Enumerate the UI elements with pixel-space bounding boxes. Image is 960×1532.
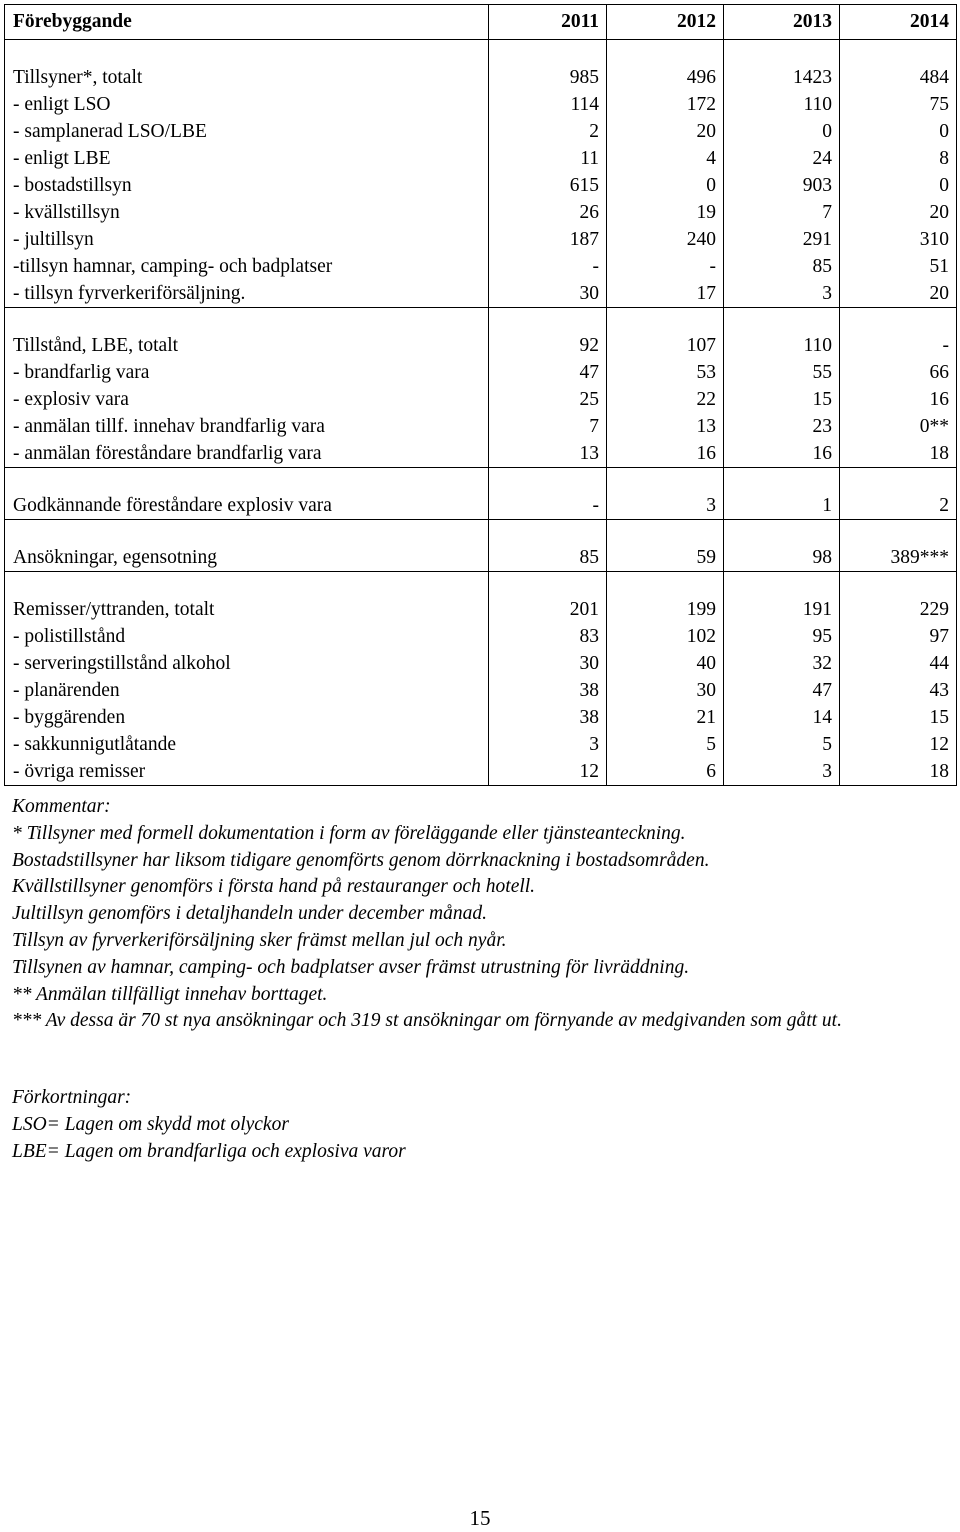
spacer-cell: [607, 572, 724, 597]
table-row: [5, 623, 957, 650]
spacer-cell: [724, 308, 840, 333]
table-header-row: [5, 5, 957, 40]
row-label: - bostadstillsyn: [5, 172, 489, 199]
abbreviations-section: [12, 1085, 948, 1165]
row-value: 25: [489, 386, 607, 413]
table-row: [5, 359, 957, 386]
row-label: - polistillstånd: [5, 623, 489, 650]
row-value: 291: [724, 226, 840, 253]
page-number: 15: [469, 1506, 491, 1530]
spacer-cell: [5, 572, 489, 597]
row-value: -: [607, 253, 724, 280]
row-value: 18: [840, 758, 957, 786]
row-label: Godkännande föreståndare explosiv vara: [5, 492, 489, 520]
table-row: [5, 386, 957, 413]
row-value: 3: [607, 492, 724, 520]
row-value: 24: [724, 145, 840, 172]
spacer-cell: [489, 468, 607, 493]
row-value: 5: [724, 731, 840, 758]
row-label: - planärenden: [5, 677, 489, 704]
header-year: 2014: [840, 5, 957, 40]
row-label: - brandfarlig vara: [5, 359, 489, 386]
row-value: 43: [840, 677, 957, 704]
table-row: [5, 199, 957, 226]
abbreviation-line: LBE= Lagen om brandfarliga och explosiva varor: [12, 1140, 406, 1162]
spacer-cell: [840, 520, 957, 545]
row-label: - serveringstillstånd alkohol: [5, 650, 489, 677]
row-value: -: [840, 332, 957, 359]
row-value: 0: [724, 118, 840, 145]
spacer-cell: [489, 40, 607, 65]
row-value: 985: [489, 64, 607, 91]
table-row: [5, 413, 957, 440]
spacer-row: [5, 40, 957, 65]
row-value: 187: [489, 226, 607, 253]
spacer-cell: [5, 520, 489, 545]
row-label: - enligt LSO: [5, 91, 489, 118]
row-value: -: [489, 253, 607, 280]
row-value: 30: [489, 650, 607, 677]
spacer-cell: [840, 572, 957, 597]
row-value: 97: [840, 623, 957, 650]
row-value: 38: [489, 677, 607, 704]
table-row: [5, 280, 957, 308]
comments-section: [12, 794, 948, 1035]
row-value: 199: [607, 596, 724, 623]
comment-line: Tillsyn av fyrverkeriförsäljning sker främst mellan jul och nyår.: [12, 929, 507, 951]
row-value: 1: [724, 492, 840, 520]
table-row: [5, 440, 957, 468]
abbreviation-line: LSO= Lagen om skydd mot olyckor: [12, 1113, 289, 1135]
spacer-cell: [840, 468, 957, 493]
row-value: 55: [724, 359, 840, 386]
row-value: 20: [607, 118, 724, 145]
row-value: 22: [607, 386, 724, 413]
row-value: 8: [840, 145, 957, 172]
row-value: 6: [607, 758, 724, 786]
header-year: 2011: [489, 5, 607, 40]
row-value: 30: [607, 677, 724, 704]
row-value: 310: [840, 226, 957, 253]
table-row: [5, 650, 957, 677]
row-value: 32: [724, 650, 840, 677]
spacer-cell: [607, 40, 724, 65]
row-value: 107: [607, 332, 724, 359]
row-value: 14: [724, 704, 840, 731]
row-value: 15: [724, 386, 840, 413]
header-label: Förebyggande: [5, 5, 489, 40]
table-row: [5, 596, 957, 623]
comment-line: Kvällstillsyner genomförs i första hand på restauranger och hotell.: [12, 876, 536, 898]
row-value: 75: [840, 91, 957, 118]
spacer-cell: [5, 308, 489, 333]
row-label: - enligt LBE: [5, 145, 489, 172]
row-value: 20: [840, 199, 957, 226]
row-label: - kvällstillsyn: [5, 199, 489, 226]
row-value: 98: [724, 544, 840, 572]
row-label: - byggärenden: [5, 704, 489, 731]
spacer-cell: [5, 40, 489, 65]
row-label: - samplanerad LSO/LBE: [5, 118, 489, 145]
row-value: 5: [607, 731, 724, 758]
row-label: -tillsyn hamnar, camping- och badplatser: [5, 253, 489, 280]
spacer-cell: [840, 308, 957, 333]
row-label: Tillstånd, LBE, totalt: [5, 332, 489, 359]
table-row: [5, 544, 957, 572]
header-year: 2013: [724, 5, 840, 40]
row-value: 114: [489, 91, 607, 118]
table-row: [5, 64, 957, 91]
spacer-row: [5, 468, 957, 493]
table-row: [5, 704, 957, 731]
row-value: 12: [489, 758, 607, 786]
row-value: 496: [607, 64, 724, 91]
spacer-cell: [489, 572, 607, 597]
comment-line: *** Av dessa är 70 st nya ansökningar och 319 st ansökningar om förnyande av medgivanden som gått ut.: [12, 1010, 842, 1032]
comment-line: Tillsynen av hamnar, camping- och badplatser avser främst utrustning för livräddning.: [12, 956, 690, 978]
row-label: - anmälan föreståndare brandfarlig vara: [5, 440, 489, 468]
row-value: 92: [489, 332, 607, 359]
row-value: 47: [724, 677, 840, 704]
row-value: 83: [489, 623, 607, 650]
abbreviations-heading: Förkortningar:: [12, 1087, 132, 1108]
row-value: 4: [607, 145, 724, 172]
row-value: 51: [840, 253, 957, 280]
row-value: 2: [489, 118, 607, 145]
spacer-cell: [724, 40, 840, 65]
spacer-cell: [724, 520, 840, 545]
row-value: 201: [489, 596, 607, 623]
table-row: [5, 91, 957, 118]
row-label: - sakkunnigutlåtande: [5, 731, 489, 758]
comment-line: Bostadstillsyner har liksom tidigare genomförts genom dörrknackning i bostadsområden.: [12, 849, 710, 871]
row-value: 229: [840, 596, 957, 623]
spacer-row: [5, 308, 957, 333]
row-value: 0: [840, 118, 957, 145]
header-year: 2012: [607, 5, 724, 40]
table-row: [5, 492, 957, 520]
spacer-cell: [724, 468, 840, 493]
row-value: 7: [489, 413, 607, 440]
table-row: [5, 253, 957, 280]
table-row: [5, 677, 957, 704]
spacer-cell: [489, 308, 607, 333]
row-value: 21: [607, 704, 724, 731]
table-row: [5, 118, 957, 145]
row-value: 7: [724, 199, 840, 226]
row-value: 2: [840, 492, 957, 520]
row-value: 66: [840, 359, 957, 386]
spacer-cell: [607, 468, 724, 493]
row-value: 18: [840, 440, 957, 468]
row-label: - tillsyn fyrverkeriförsäljning.: [5, 280, 489, 308]
row-value: 615: [489, 172, 607, 199]
table-row: [5, 332, 957, 359]
spacer-cell: [489, 520, 607, 545]
table-body: [5, 40, 957, 786]
row-value: 85: [724, 253, 840, 280]
table-row: [5, 145, 957, 172]
row-value: 13: [607, 413, 724, 440]
row-value: 23: [724, 413, 840, 440]
row-value: 30: [489, 280, 607, 308]
table-row: [5, 172, 957, 199]
spacer-cell: [607, 520, 724, 545]
row-value: 16: [607, 440, 724, 468]
row-value: 3: [724, 280, 840, 308]
spacer-row: [5, 572, 957, 597]
row-value: -: [489, 492, 607, 520]
comment-line: ** Anmälan tillfälligt innehav borttaget.: [12, 983, 328, 1005]
row-label: - explosiv vara: [5, 386, 489, 413]
row-value: 110: [724, 91, 840, 118]
row-value: 12: [840, 731, 957, 758]
row-value: 53: [607, 359, 724, 386]
row-value: 0: [607, 172, 724, 199]
row-value: 240: [607, 226, 724, 253]
row-label: Remisser/yttranden, totalt: [5, 596, 489, 623]
row-value: 903: [724, 172, 840, 199]
row-value: 40: [607, 650, 724, 677]
row-value: 172: [607, 91, 724, 118]
spacer-cell: [5, 468, 489, 493]
row-label: Tillsyner*, totalt: [5, 64, 489, 91]
row-value: 47: [489, 359, 607, 386]
row-value: 3: [724, 758, 840, 786]
row-value: 85: [489, 544, 607, 572]
spacer-cell: [607, 308, 724, 333]
row-value: 59: [607, 544, 724, 572]
row-value: 102: [607, 623, 724, 650]
row-value: 0: [840, 172, 957, 199]
row-value: 13: [489, 440, 607, 468]
spacer-cell: [724, 572, 840, 597]
row-value: 3: [489, 731, 607, 758]
comment-line: * Tillsyner med formell dokumentation i form av föreläggande eller tjänsteanteckning.: [12, 822, 686, 844]
comments-heading: Kommentar:: [12, 796, 111, 817]
table-row: [5, 226, 957, 253]
row-value: 16: [724, 440, 840, 468]
row-value: 95: [724, 623, 840, 650]
row-value: 110: [724, 332, 840, 359]
row-value: 0**: [840, 413, 957, 440]
row-value: 191: [724, 596, 840, 623]
row-value: 11: [489, 145, 607, 172]
row-label: - anmälan tillf. innehav brandfarlig vara: [5, 413, 489, 440]
row-label: - övriga remisser: [5, 758, 489, 786]
table-row: [5, 758, 957, 786]
row-value: 1423: [724, 64, 840, 91]
row-value: 38: [489, 704, 607, 731]
row-value: 17: [607, 280, 724, 308]
prevention-statistics-table: [4, 4, 957, 786]
spacer-row: [5, 520, 957, 545]
row-value: 44: [840, 650, 957, 677]
table-row: [5, 731, 957, 758]
row-value: 16: [840, 386, 957, 413]
row-value: 19: [607, 199, 724, 226]
row-label: Ansökningar, egensotning: [5, 544, 489, 572]
row-value: 389***: [840, 544, 957, 572]
row-value: 15: [840, 704, 957, 731]
row-label: - jultillsyn: [5, 226, 489, 253]
row-value: 484: [840, 64, 957, 91]
row-value: 26: [489, 199, 607, 226]
spacer-cell: [840, 40, 957, 65]
comment-line: Jultillsyn genomförs i detaljhandeln under december månad.: [12, 903, 487, 925]
row-value: 20: [840, 280, 957, 308]
